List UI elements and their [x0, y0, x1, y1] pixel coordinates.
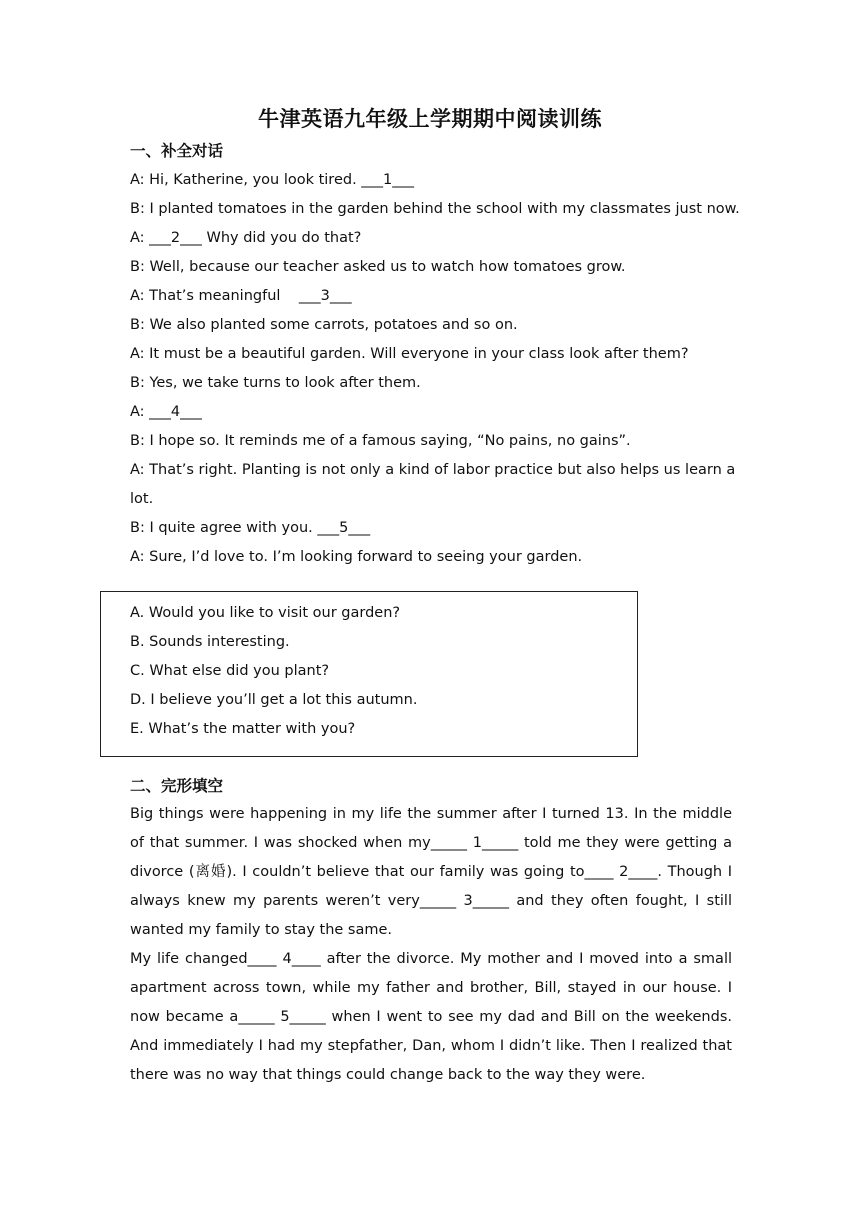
option-a: A. Would you like to visit our garden?	[130, 605, 401, 621]
dialogue-line: A: That’s right. Planting is not only a kind of labor practice but also helps us learn a	[130, 462, 736, 478]
option-c: C. What else did you plant?	[130, 663, 330, 679]
dialogue-line: B: I planted tomatoes in the garden behind the school with my classmates just now.	[130, 201, 740, 217]
section1-heading: 一、补全对话	[130, 142, 224, 160]
dialogue-line: B: I quite agree with you. ___5___	[130, 520, 371, 536]
dialogue-line: A: Hi, Katherine, you look tired. ___1___	[130, 172, 415, 188]
options-box	[100, 591, 638, 757]
dialogue-line: A: ___2___ Why did you do that?	[130, 230, 362, 246]
dialogue-line: A: ___4___	[130, 404, 202, 420]
dialogue-line: lot.	[130, 491, 154, 507]
cloze-paragraph-2: My life changed____ 4____ after the divorce. My mother and I moved into a small apartment across town, while my father and brother, Bill, stayed in our house. I now became a_____ 5_____ when I went to see my dad and Bill on the weekends. And immediately I had my stepfather, Dan, whom I didn’t like. Then I realized that there was no way that things could change back to the way they were.	[130, 951, 732, 1083]
option-b: B. Sounds interesting.	[130, 634, 290, 650]
document-title: 牛津英语九年级上学期期中阅读训练	[258, 107, 602, 131]
cloze-paragraph-1: Big things were happening in my life the summer after I turned 13. In the middle of that summer. I was shocked when my_____ 1_____ told me they were getting a divorce (离婚). I couldn’t believe that our family was going to____ 2____. Though I always knew my parents weren’t very_____ 3_____ and they often fought, I still wanted my family to stay the same.	[130, 806, 732, 938]
dialogue-line: A: It must be a beautiful garden. Will everyone in your class look after them?	[130, 346, 689, 362]
dialogue-line: B: Well, because our teacher asked us to watch how tomatoes grow.	[130, 259, 626, 275]
dialogue-line: A: That’s meaningful ___3___	[130, 288, 352, 304]
option-e: E. What’s the matter with you?	[130, 721, 356, 737]
option-d: D. I believe you’ll get a lot this autumn.	[130, 692, 418, 708]
section2-heading: 二、完形填空	[130, 777, 224, 795]
dialogue-line: A: Sure, I’d love to. I’m looking forward to seeing your garden.	[130, 549, 583, 565]
dialogue-line: B: I hope so. It reminds me of a famous saying, “No pains, no gains”.	[130, 433, 631, 449]
dialogue-line: B: Yes, we take turns to look after them.	[130, 375, 421, 391]
dialogue-line: B: We also planted some carrots, potatoes and so on.	[130, 317, 518, 333]
